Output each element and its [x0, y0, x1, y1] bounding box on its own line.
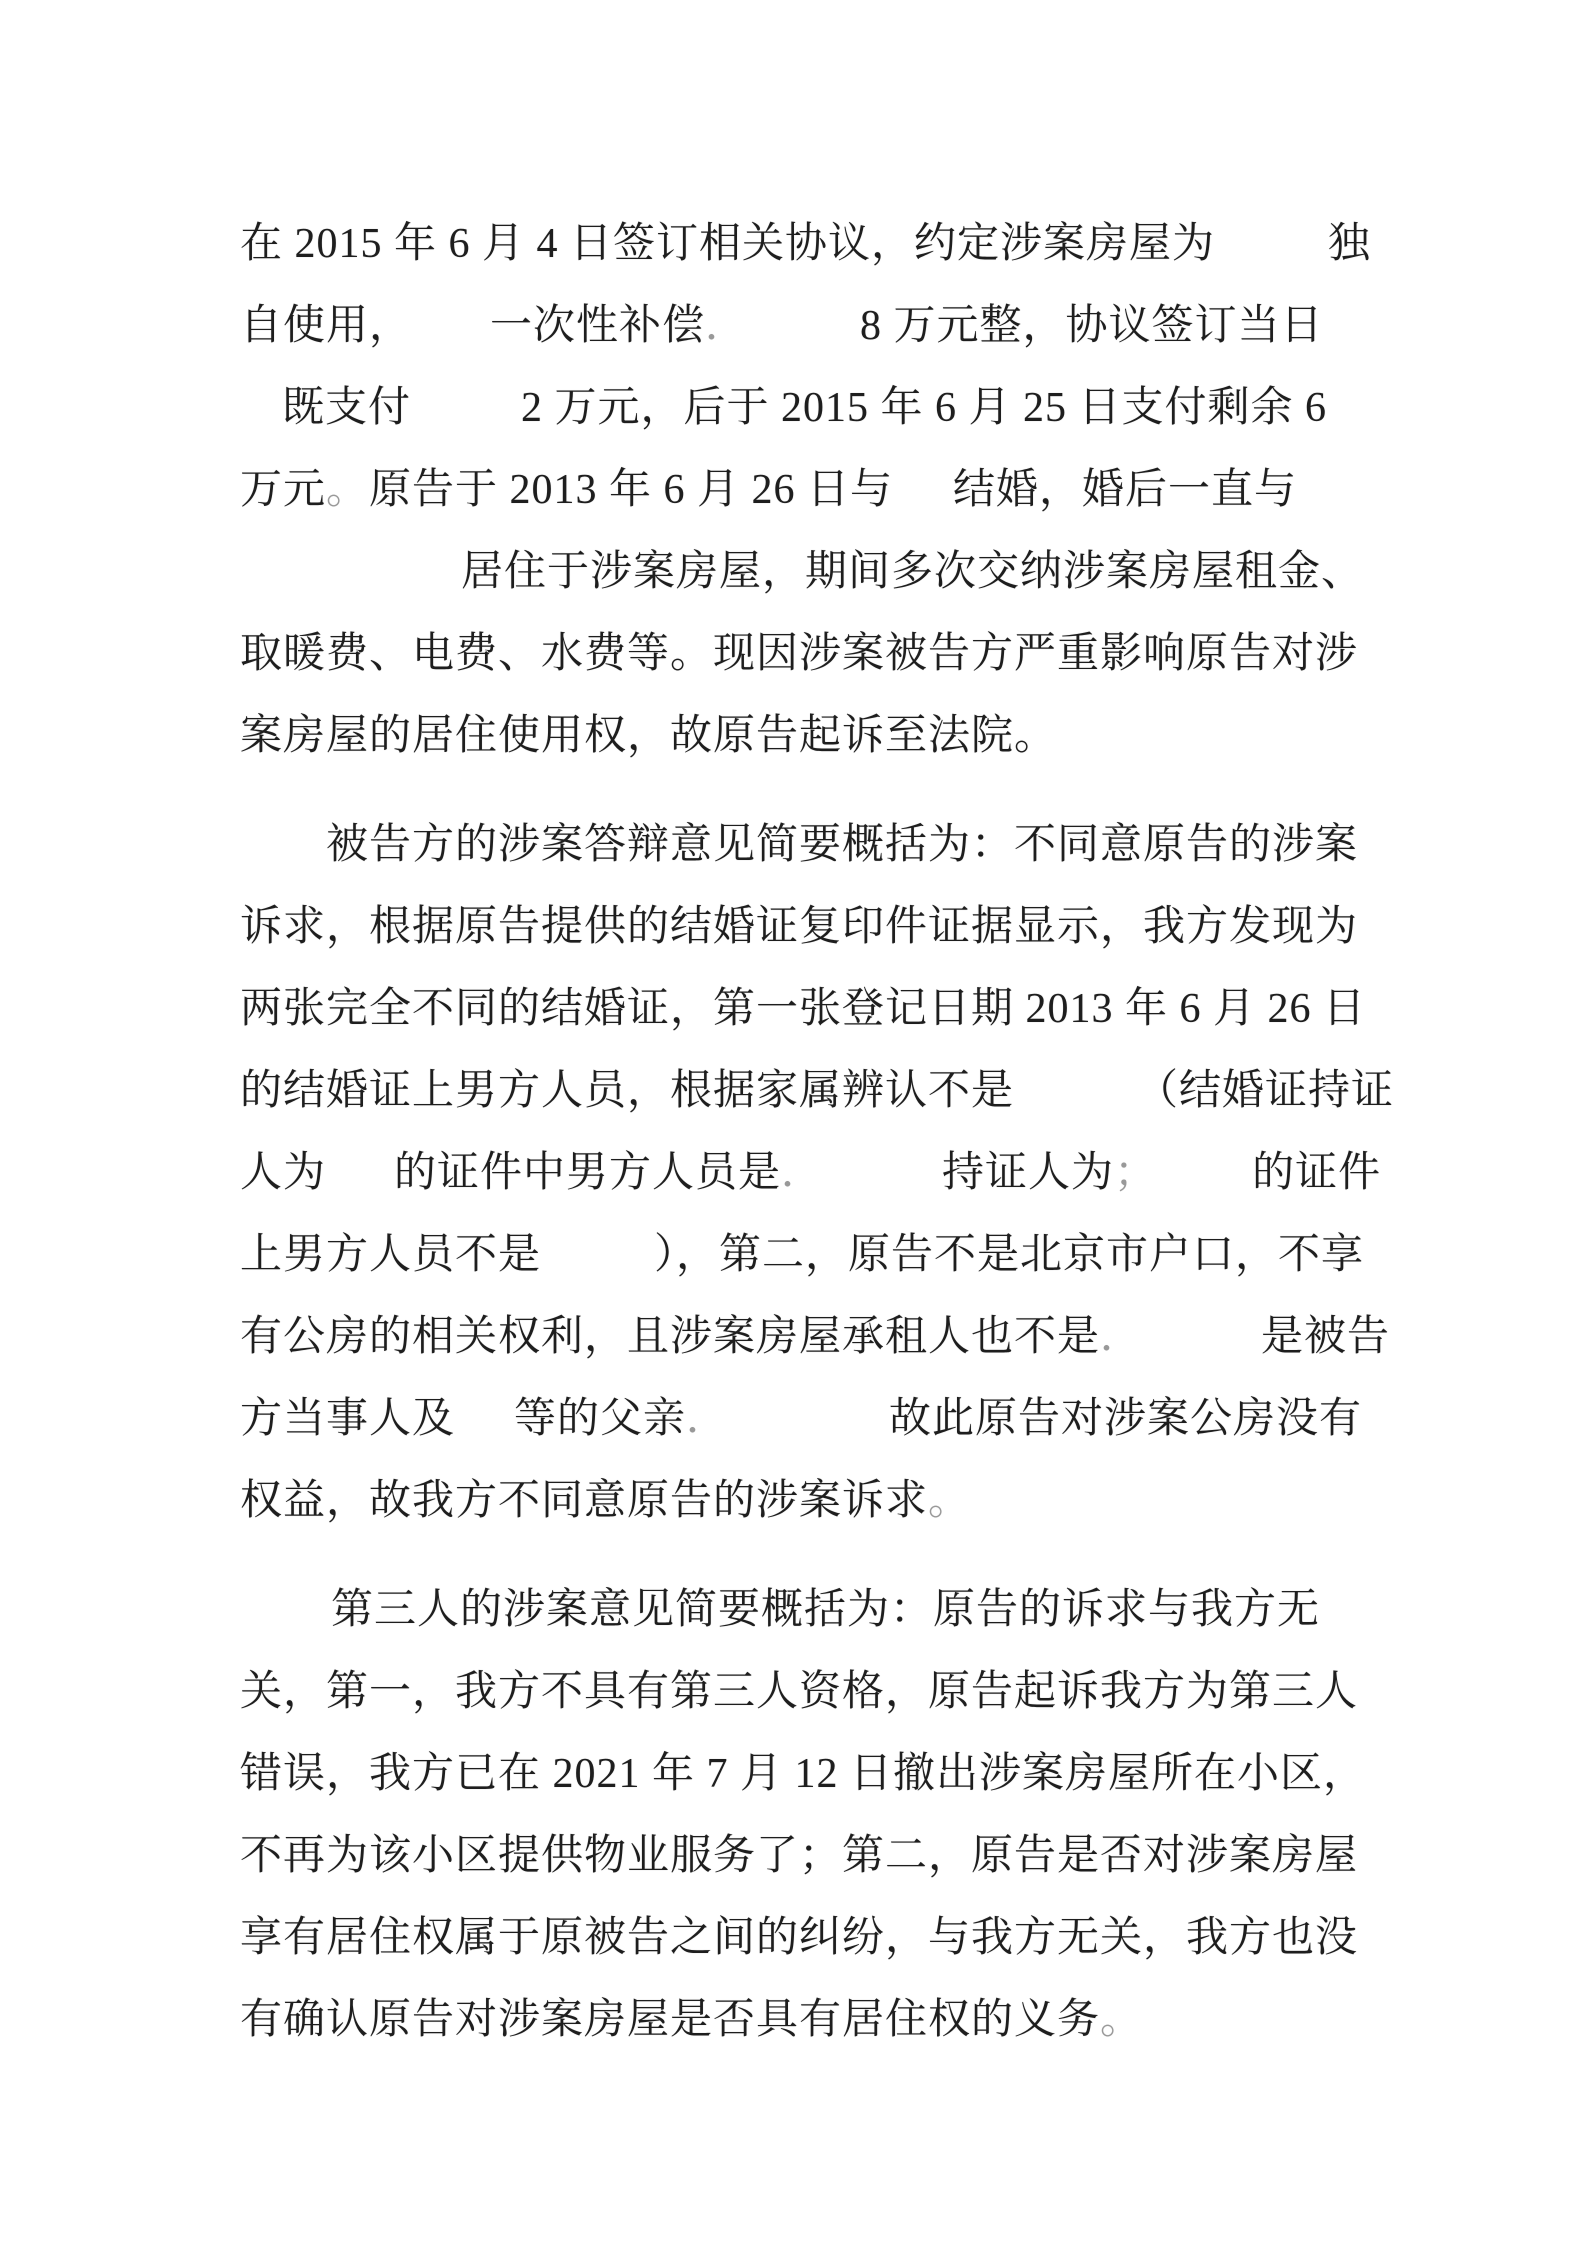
text-segment: 万元 — [240, 467, 327, 513]
text-segment: 错误，我方已在 2021 年 7 月 12 日撤出涉案房屋所在小区， — [240, 1751, 1367, 1797]
text-segment: 的结婚证上男方人员，根据家属辨认不是 — [240, 1068, 1015, 1114]
text-segment: 独 — [1328, 221, 1372, 267]
text-segment: 关，第一，我方不具有第三人资格，原告起诉我方为第三人 — [240, 1669, 1359, 1715]
text-line — [240, 1651, 1430, 1733]
text-segment: 既支付 — [282, 385, 412, 431]
text-segment: 被告方的涉案答辩意见简要概括为：不同意原告的涉案 — [326, 822, 1359, 868]
scan-mark: 。 — [928, 1478, 972, 1524]
text-line — [240, 1050, 1430, 1132]
text-segment: 的证件中男方人员是 — [394, 1150, 782, 1196]
text-segment: ），第二，原告不是北京市户口，不享 — [654, 1232, 1365, 1278]
text-segment: 一次性补偿 — [490, 303, 706, 349]
text-segment: 诉求，根据原告提供的结婚证复印件证据显示，我方发现为 — [240, 904, 1359, 950]
text-segment: （结婚证持证 — [1136, 1068, 1395, 1114]
redaction-gap — [1157, 1184, 1252, 1186]
text-line — [240, 886, 1430, 968]
text-line — [240, 968, 1430, 1050]
text-segment: 8 万元整，协议签订当日 — [860, 303, 1324, 349]
text-segment: 居住于涉案房屋，期间多次交纳涉案房屋租金、 — [461, 549, 1365, 595]
text-segment: 两张完全不同的结婚证，第一张登记日期 2013 年 6 月 26 日 — [240, 986, 1367, 1032]
text-line — [240, 1979, 1430, 2061]
text-line — [240, 1132, 1430, 1214]
text-line — [240, 613, 1430, 695]
text-segment: 取暖费、电费、水费等。现因涉案被告方严重影响原告对涉 — [240, 631, 1359, 677]
redaction-gap — [748, 337, 860, 339]
text-line — [240, 285, 1430, 367]
text-line — [240, 1378, 1430, 1460]
text-line — [240, 1569, 1430, 1651]
text-segment: 结婚，婚后一直与 — [953, 467, 1298, 513]
scan-mark: ． — [1100, 1314, 1144, 1360]
text-line — [240, 1460, 1430, 1542]
scan-mark: ． — [705, 303, 749, 349]
text-segment: 有公房的相关权利，且涉案房屋承租人也不是 — [240, 1314, 1101, 1360]
text-line — [240, 1897, 1430, 1979]
text-segment: 权益，故我方不同意原告的涉案诉求 — [240, 1478, 929, 1524]
redaction-gap — [729, 1430, 889, 1432]
redaction-gap — [412, 337, 490, 339]
text-line — [240, 804, 1430, 886]
scan-mark: ； — [1114, 1150, 1158, 1196]
redaction-gap — [326, 1184, 394, 1186]
paragraph — [240, 203, 1430, 777]
redaction-gap — [541, 1266, 654, 1268]
text-line — [240, 367, 1430, 449]
paragraph — [240, 1569, 1430, 2061]
redaction-gap — [411, 419, 521, 421]
text-segment: 自使用， — [240, 303, 413, 349]
scan-mark: ． — [781, 1150, 825, 1196]
document-text — [240, 203, 1430, 2061]
text-line — [240, 203, 1430, 285]
text-segment: 等的父亲 — [514, 1396, 687, 1442]
text-segment: 上男方人员不是 — [240, 1232, 542, 1278]
redaction-gap — [1215, 255, 1328, 257]
text-line — [240, 1296, 1430, 1378]
redaction-gap — [1014, 1102, 1136, 1104]
text-line — [240, 531, 1430, 613]
text-segment: 2 万元，后于 2015 年 6 月 25 日支付剩余 6 — [521, 385, 1328, 431]
text-segment: 的证件 — [1252, 1150, 1382, 1196]
text-line — [240, 449, 1430, 531]
text-segment: 有确认原告对涉案房屋是否具有居住权的义务 — [240, 1997, 1101, 2043]
text-line — [240, 1214, 1430, 1296]
redaction-gap — [455, 1430, 514, 1432]
redaction-gap — [824, 1184, 942, 1186]
text-segment: 是被告 — [1261, 1314, 1391, 1360]
text-segment: 原告于 2013 年 6 月 26 日与 — [369, 467, 894, 513]
text-segment: 故此原告对涉案公房没有 — [889, 1396, 1363, 1442]
text-segment: 第三人的涉案意见简要概括为：原告的诉求与我方无 — [331, 1587, 1321, 1633]
text-line — [240, 1815, 1430, 1897]
text-segment: 方当事人及 — [240, 1396, 456, 1442]
text-segment: 不再为该小区提供物业服务了；第二，原告是否对涉案房屋 — [240, 1833, 1359, 1879]
scan-mark: ． — [686, 1396, 730, 1442]
scan-mark: 。 — [1100, 1997, 1144, 2043]
text-line — [240, 695, 1430, 777]
text-segment: 人为 — [240, 1150, 327, 1196]
redaction-gap — [893, 501, 953, 503]
scan-mark: 。 — [326, 467, 370, 513]
text-segment: 持证人为 — [942, 1150, 1115, 1196]
redaction-gap — [1143, 1348, 1261, 1350]
text-segment: 享有居住权属于原被告之间的纠纷，与我方无关，我方也没 — [240, 1915, 1359, 1961]
paragraph — [240, 804, 1430, 1542]
text-segment: 案房屋的居住使用权，故原告起诉至法院。 — [240, 713, 1058, 759]
text-segment: 在 2015 年 6 月 4 日签订相关协议，约定涉案房屋为 — [240, 221, 1216, 267]
text-line — [240, 1733, 1430, 1815]
